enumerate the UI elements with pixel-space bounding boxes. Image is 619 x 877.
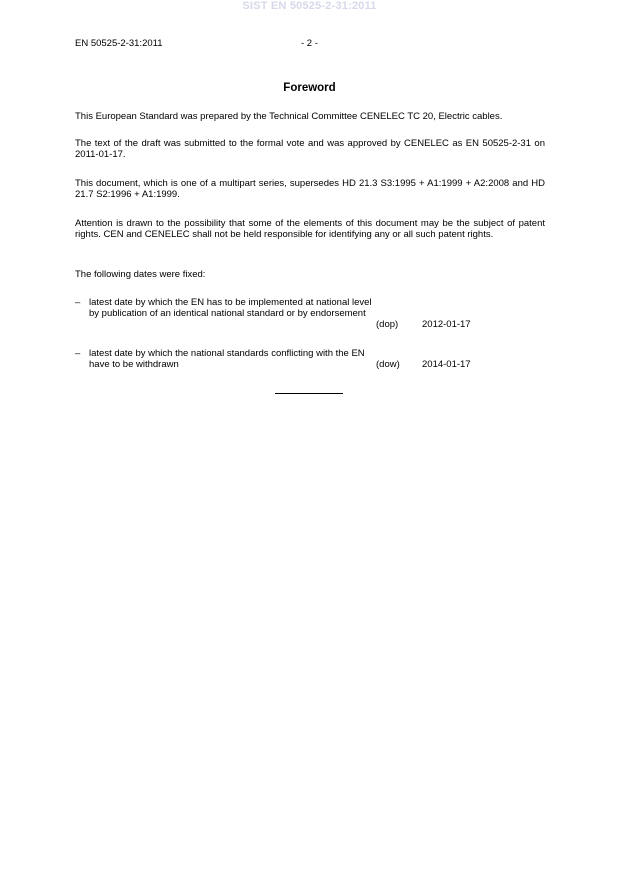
paragraph-dates-intro: The following dates were fixed: [75, 269, 206, 280]
paragraph-patent-rights: Attention is drawn to the possibility that some of the elements of this document may be the subject of patent rights. CEN and CENELEC shall not be held responsible for identifying any or all such patent rights. [75, 218, 545, 240]
paragraph-committee: This European Standard was prepared by the Technical Committee CENELEC TC 20, Electric cables. [75, 111, 503, 122]
section-title: Foreword [283, 82, 336, 94]
end-rule [275, 393, 343, 394]
paragraph-approval: The text of the draft was submitted to the formal vote and was approved by CENELEC as EN 50525-2-31 on 2011-01-17. [75, 138, 545, 160]
date-description: latest date by which the national standards conflicting with the EN have to be withdrawn [89, 348, 365, 370]
watermark: SIST EN 50525-2-31:2011 [242, 0, 377, 12]
date-value: 2014-01-17 [422, 359, 471, 370]
date-value: 2012-01-17 [422, 319, 471, 330]
list-dash: – [75, 297, 81, 308]
date-description: latest date by which the EN has to be implemented at national level by publication of an identical national standard or by endorsement [89, 297, 372, 319]
paragraph-supersedes: This document, which is one of a multipart series, supersedes HD 21.3 S3:1995 + A1:1999 + A2:2008 and HD 21.7 S2:1996 + A1:1999. [75, 178, 545, 200]
document-id: EN 50525-2-31:2011 [75, 38, 163, 49]
list-dash: – [75, 348, 81, 359]
page-number: - 2 - [301, 38, 318, 49]
date-code: (dop) [376, 319, 399, 330]
date-code: (dow) [376, 359, 400, 370]
